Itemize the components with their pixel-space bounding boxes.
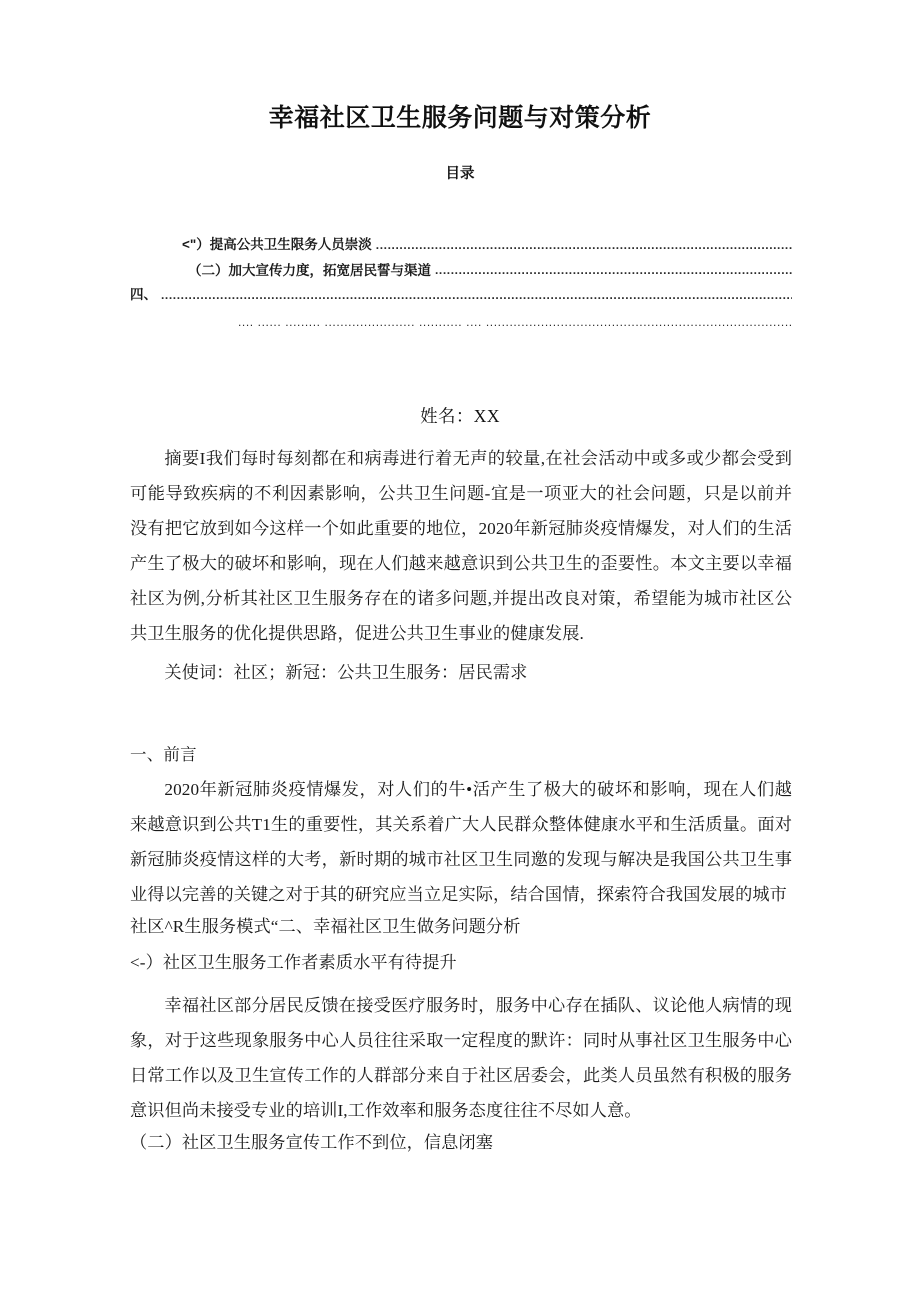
subsection-heading-one: <-）社区卫生服务工作者素质水平有待提升 xyxy=(130,953,457,972)
table-of-contents xyxy=(130,238,792,330)
toc-dot-leader xyxy=(376,239,792,252)
section-one-paragraph: 2020年新冠肺炎疫情爆发，对人们的牛•活产生了极大的破坏和影响，现在人们越来越意识到公共T1生的重要性，其关系着广大人民群众整体健康水平和生活质量。面对新冠肺炎疫情这样的大考，新时期的城市社区卫生同邀的发现与解决是我国公共卫生事业得以完善的关键之对于其的研究应当立足实际，结合国情，探索符合我国发展的城市 xyxy=(130,780,792,904)
section-two-paragraph: 幸福社区部分居民反馈在接受医疗服务时，服务中心存在插队、议论他人病情的现象，对于这些现象服务中心人员往往采取一定程度的默许：同时从事社区卫生服务中心日常工作以及卫生宣传工作的人群部分来自于社区居委会，此类人员虽然有积极的服务意识但尚未接受专业的培训I,工作效率和服务态度往往不尽如人意。 xyxy=(130,996,792,1120)
toc-heading: 目录 xyxy=(445,166,475,182)
toc-entry-label: <"）提高公共卫生限务人员崇淡 xyxy=(182,237,372,252)
toc-entry[interactable] xyxy=(130,238,792,252)
section-heading-one: 一、前言 xyxy=(130,745,197,764)
page-title: 幸福社区卫生服务问题与对策分析 xyxy=(268,104,652,132)
toc-entry-label: 四、 xyxy=(130,287,157,302)
toc-dot-leader-continuation xyxy=(130,316,792,330)
section-heading-two: 社区^R生服务模式“二、幸福社区卫生做务问题分析 xyxy=(130,917,521,936)
keywords-line: 关使词：社区；新冠：公共卫生服务：居民需求 xyxy=(164,663,528,682)
toc-entry-label: （二）加大宣传力度，拓宽居民誓与渠道 xyxy=(188,262,431,278)
abstract-paragraph: 摘要I我们每时每刻都在和病毒进行着无声的较量,在社会活动中或多或少都会受到可能导致疾病的不利因素影响，公共卫生问题-宜是一项亚大的社会问题，只是以前并没有把它放到如今这样一个如此重要的地位，2020年新冠肺炎疫情爆发，对人们的生活产生了极大的破坏和影响，现在人们越来越意识到公共卫生的歪要性。本文主要以幸福社区为例,分析其社区卫生服务存在的诸多问题,并提出改良对策，希望能为城市社区公共卫生服务的优化提供思路，促进公共卫生事业的健康发展. xyxy=(130,449,792,643)
toc-entry[interactable] xyxy=(130,264,792,278)
toc-dot-leader xyxy=(161,289,792,302)
author-name: 姓名：XX xyxy=(420,406,500,426)
toc-dot-leader xyxy=(435,264,792,277)
toc-entry[interactable] xyxy=(130,288,792,302)
subsection-heading-two: （二）社区卫生服务宣传工作不到位，信息闭塞 xyxy=(130,1133,494,1152)
